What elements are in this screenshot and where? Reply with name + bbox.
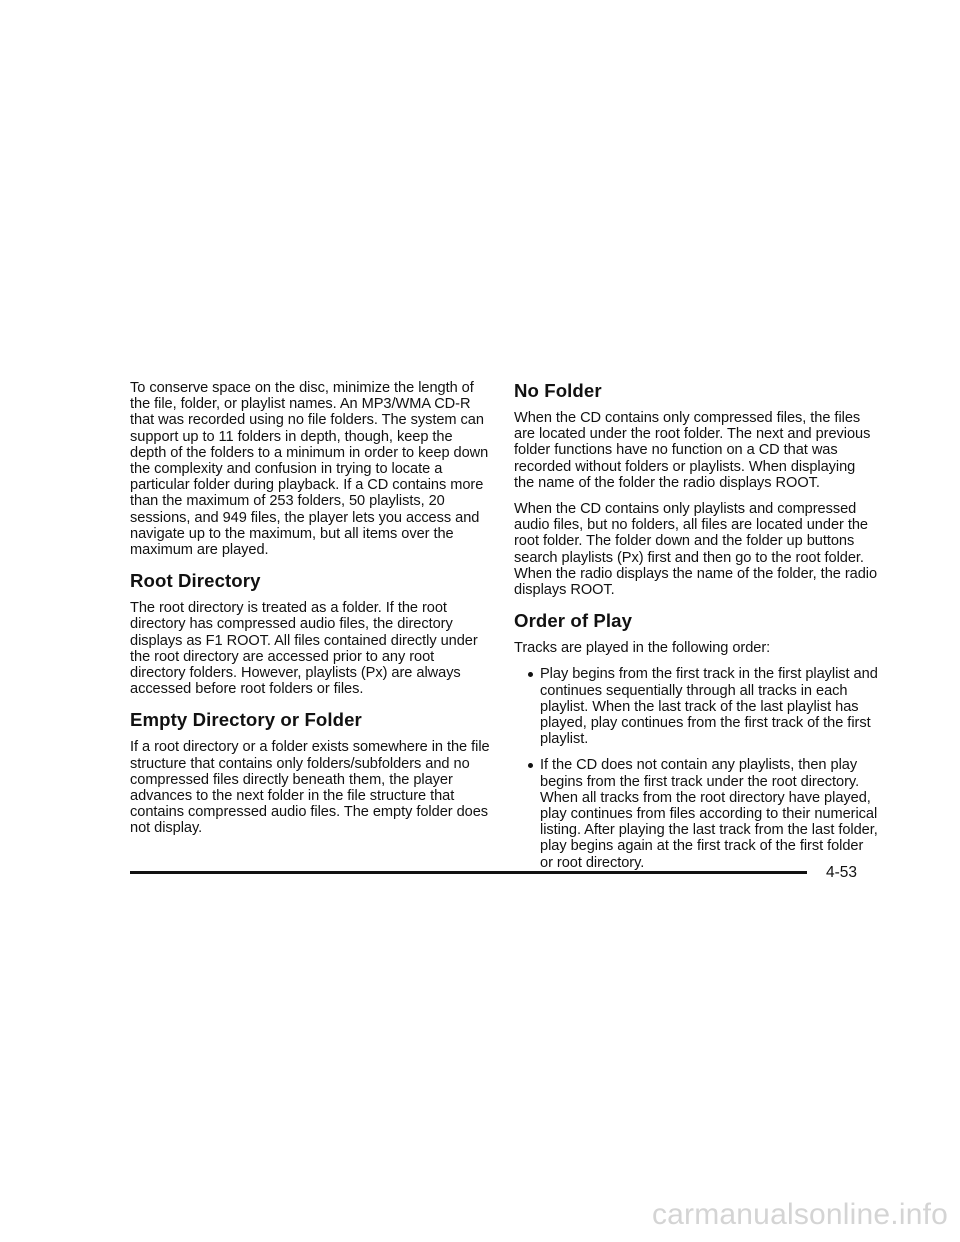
- bullet-icon: [528, 672, 533, 677]
- empty-directory-heading: Empty Directory or Folder: [130, 709, 362, 731]
- no-folder-paragraph-2: When the CD contains only playlists and compressed audio files, but no folders, all files are located under the root folder. The folder down and the folder up buttons search playlists (Px) first and then go to the root folder. When the radio displays the name of the folder, the radio displays ROOT.: [514, 501, 878, 599]
- intro-paragraph: To conserve space on the disc, minimize the length of the file, folder, or playlist names. An MP3/WMA CD-R that was recorded using no file folders. The system can support up to 11 folders in depth, though, keep the depth of the folders to a minimum in order to keep down the complexity and confusion in trying to locate a particular folder during playback. If a CD contains more than the maximum of 253 folders, 50 playlists, 20 sessions, and 949 files, the player lets you access and navigate up to the maximum, but all items over the maximum are played.: [130, 380, 489, 559]
- list-item-text: If the CD does not contain any playlists, then play begins from the first track under the root directory. When all tracks from the root directory have played, play continues from files according to their numerical listing. After playing the last track from the last folder, play begins again at the first track of the first folder or root directory.: [540, 757, 878, 871]
- root-directory-heading: Root Directory: [130, 570, 261, 592]
- order-of-play-heading: Order of Play: [514, 610, 633, 632]
- list-item: [540, 757, 879, 870]
- no-folder-heading: No Folder: [514, 380, 602, 401]
- order-of-play-list: [514, 666, 879, 870]
- bullet-icon: [528, 763, 533, 768]
- right-column: [514, 380, 879, 881]
- list-item-text: Play begins from the first track in the first playlist and continues sequentially through all tracks in each playlist. When the last track of the last playlist has played, play continues from the first track of the first playlist.: [540, 666, 878, 748]
- root-directory-body: The root directory is treated as a folder. If the root directory has compressed audio files, the directory displays as F1 ROOT. All files contained directly under the root directory are accessed prior to any root directory folders. However, playlists (Px) are always accessed before root folders or files.: [130, 600, 478, 698]
- no-folder-paragraph-1: When the CD contains only compressed files, the files are located under the root folder. The next and previous folder functions have no function on a CD that was recorded without folders or playlists. When displaying the name of the folder the radio displays ROOT.: [514, 410, 871, 491]
- empty-directory-body: If a root directory or a folder exists somewhere in the file structure that contains only folders/subfolders and no compressed files directly beneath them, the player advances to the next folder in the file structure that contains compressed audio files. The empty folder does not display.: [130, 739, 490, 837]
- footer-rule: [130, 871, 807, 874]
- list-item: [540, 666, 879, 747]
- watermark-text: carmanualsonline.info: [651, 1198, 948, 1231]
- order-of-play-intro: Tracks are played in the following order:: [514, 640, 771, 657]
- left-column: [130, 380, 492, 847]
- page-number: 4-53: [826, 864, 858, 881]
